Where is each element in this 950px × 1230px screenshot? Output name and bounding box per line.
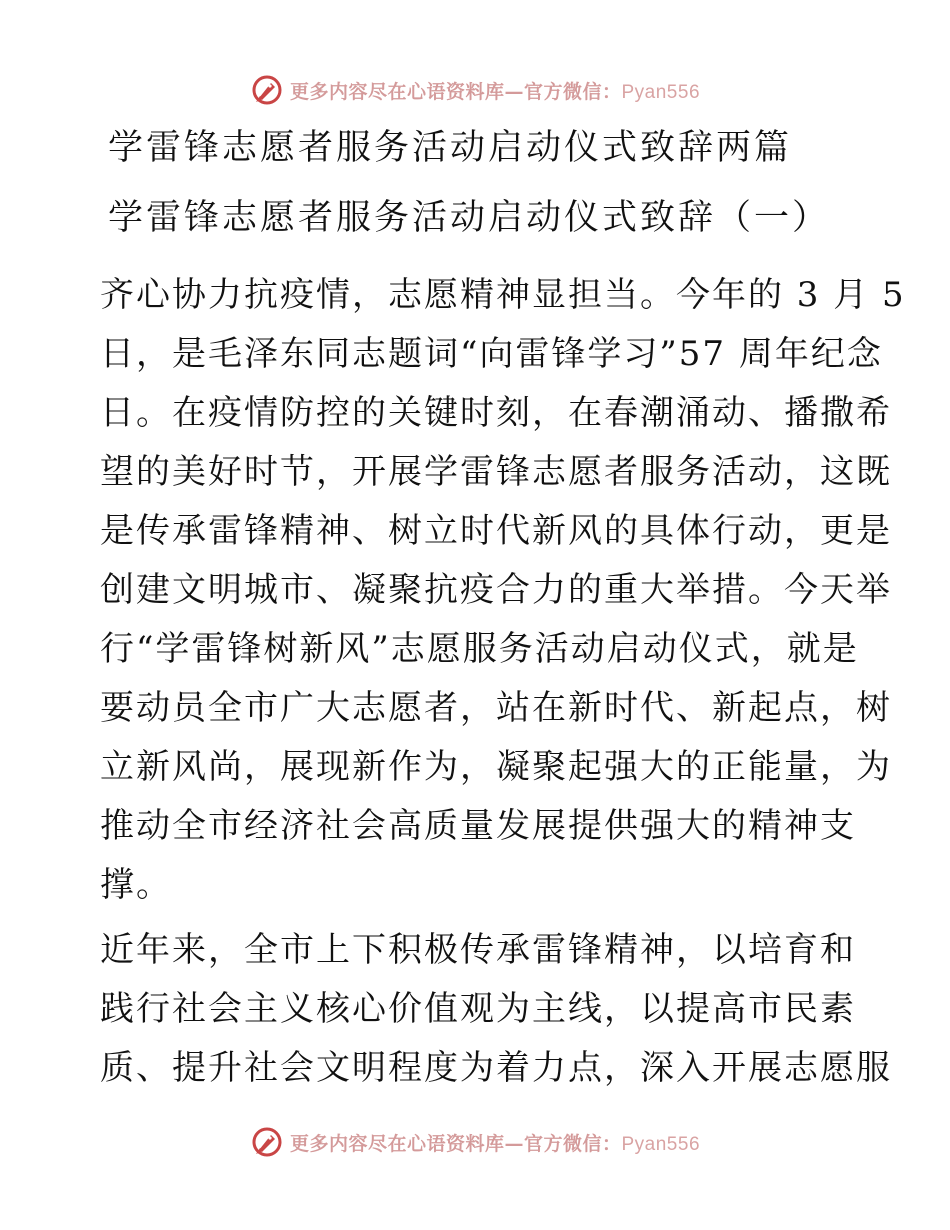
paragraph-line: 是传承雷锋精神、树立时代新风的具体行动，更是 — [100, 511, 892, 551]
paragraph-1 — [100, 266, 906, 915]
paragraph-line: 推动全市经济社会高质量发展提供强大的精神支 — [100, 806, 856, 846]
paragraph-line: 创建文明城市、凝聚抗疫合力的重大举措。今天举 — [100, 570, 892, 610]
paragraph-line: 要动员全市广大志愿者，站在新时代、新起点，树 — [100, 688, 892, 728]
watermark-wechat-id: Pyan556 — [621, 81, 701, 103]
watermark-text: 更多内容尽在心语资料库—官方微信：Pyan556 — [289, 1132, 701, 1155]
paragraph-line: 近年来，全市上下积极传承雷锋精神，以培育和 — [100, 930, 856, 970]
paragraph-line: 齐心协力抗疫情，志愿精神显担当。今年的 3 月 5 — [100, 275, 906, 315]
footer-watermark — [0, 1122, 950, 1162]
paragraph-line: 行“学雷锋树新风”志愿服务活动启动仪式，就是 — [100, 629, 859, 669]
paragraph-line: 日。在疫情防控的关键时刻，在春潮涌动、播撒希 — [100, 393, 892, 433]
watermark-wechat-id: Pyan556 — [621, 1133, 701, 1155]
paragraph-line: 望的美好时节，开展学雷锋志愿者服务活动，这既 — [100, 452, 892, 492]
watermark-text: 更多内容尽在心语资料库—官方微信：Pyan556 — [289, 80, 701, 103]
pen-nib-circle-icon — [250, 73, 284, 107]
header-watermark — [0, 70, 950, 110]
paragraph-2 — [100, 921, 892, 1098]
document-subtitle: 学雷锋志愿者服务活动启动仪式致辞（一） — [108, 198, 831, 238]
pen-nib-circle-icon — [250, 1125, 284, 1159]
paragraph-line: 立新风尚，展现新作为，凝聚起强大的正能量，为 — [100, 747, 892, 787]
document-title: 学雷锋志愿者服务活动启动仪式致辞两篇 — [108, 128, 793, 168]
paragraph-line: 质、提升社会文明程度为着力点，深入开展志愿服 — [100, 1048, 892, 1088]
paragraph-line: 撑。 — [100, 865, 172, 905]
paragraph-line: 日，是毛泽东同志题词“向雷锋学习”57 周年纪念 — [100, 334, 883, 374]
paragraph-line: 践行社会主义核心价值观为主线，以提高市民素 — [100, 989, 856, 1029]
